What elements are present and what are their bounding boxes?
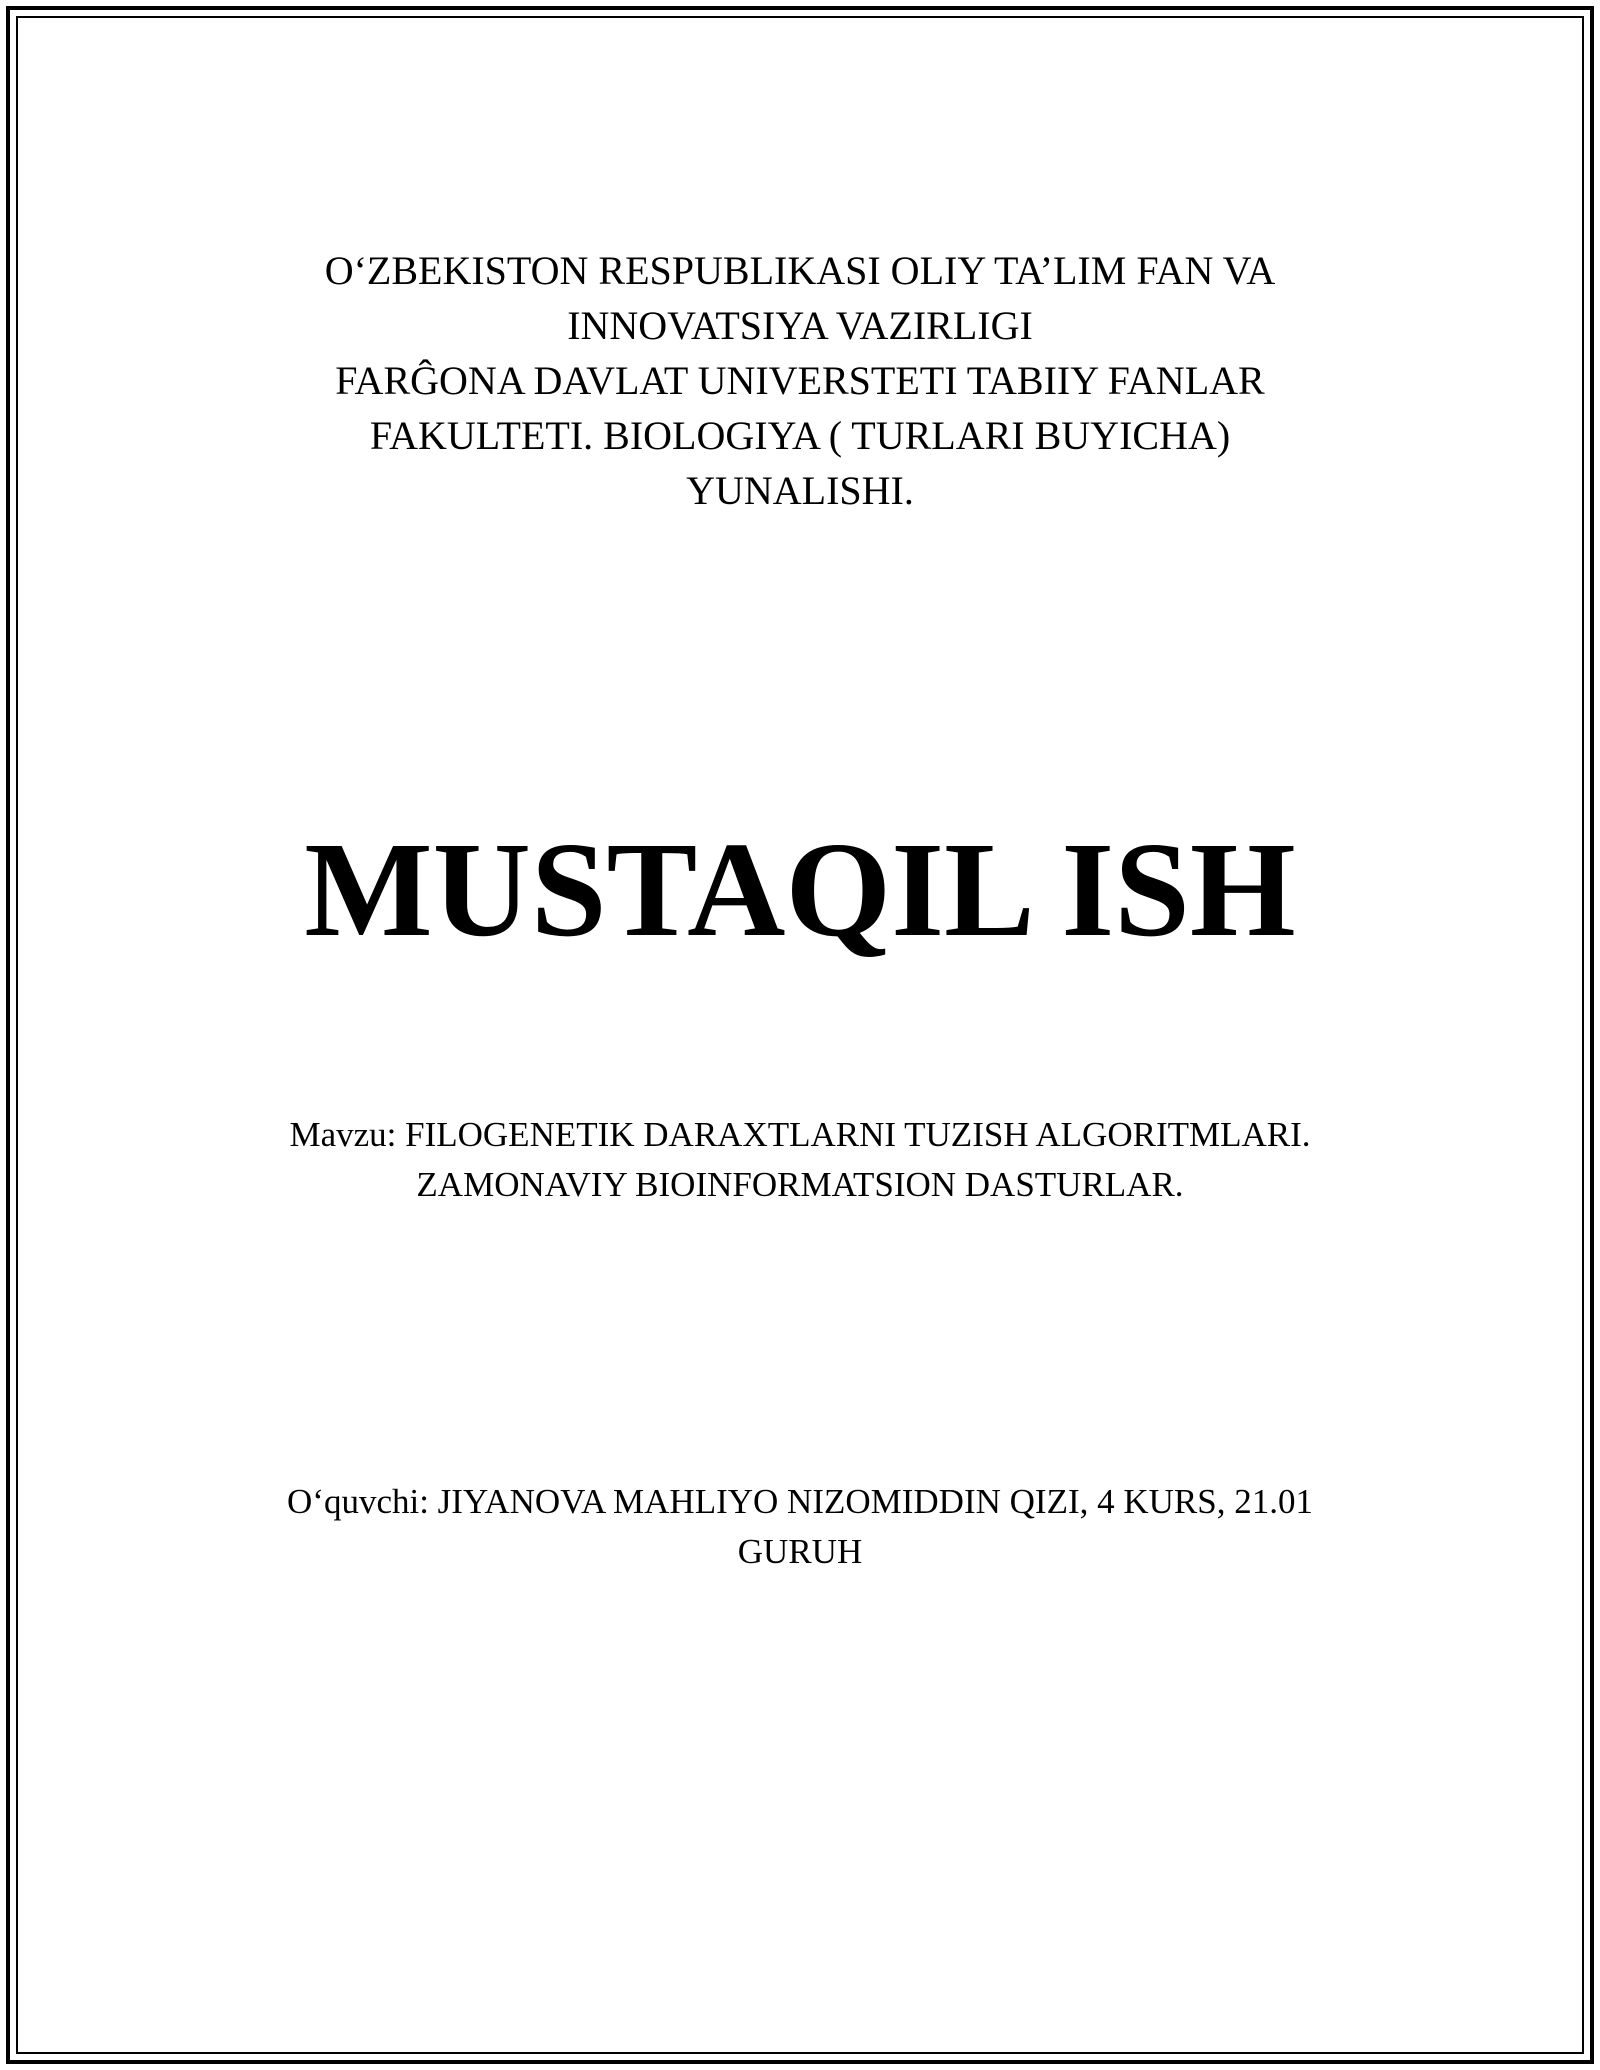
header-line: INNOVATSIYA VAZIRLIGI <box>567 303 1033 348</box>
header-line: YUNALISHI. <box>686 468 914 513</box>
header-line: FAKULTETI. BIOLOGIYA ( TURLARI BUYICHA) <box>369 413 1231 458</box>
header-line: O‘ZBEKISTON RESPUBLIKASI OLIY TA’LIM FAN VA <box>324 248 1276 293</box>
student-line: GURUH <box>737 1532 863 1571</box>
student-block <box>160 1477 1440 1577</box>
topic-line: ZAMONAVIY BIOINFORMATSION DASTURLAR. <box>416 1165 1184 1204</box>
topic-line: Mavzu: FILOGENETIK DARAXTLARNI TUZISH ALGORITMLARI. <box>289 1115 1311 1154</box>
header-line: FARĜONA DAVLAT UNIVERSTETI TABIIY FANLAR <box>335 358 1265 403</box>
institution-header <box>160 243 1440 518</box>
student-line: O‘quvchi: JIYANOVA MAHLIYO NIZOMIDDIN QIZI, 4 KURS, 21.01 <box>287 1482 1313 1521</box>
topic-block <box>160 1110 1440 1210</box>
document-title: MUSTAQIL ISH <box>304 815 1296 965</box>
